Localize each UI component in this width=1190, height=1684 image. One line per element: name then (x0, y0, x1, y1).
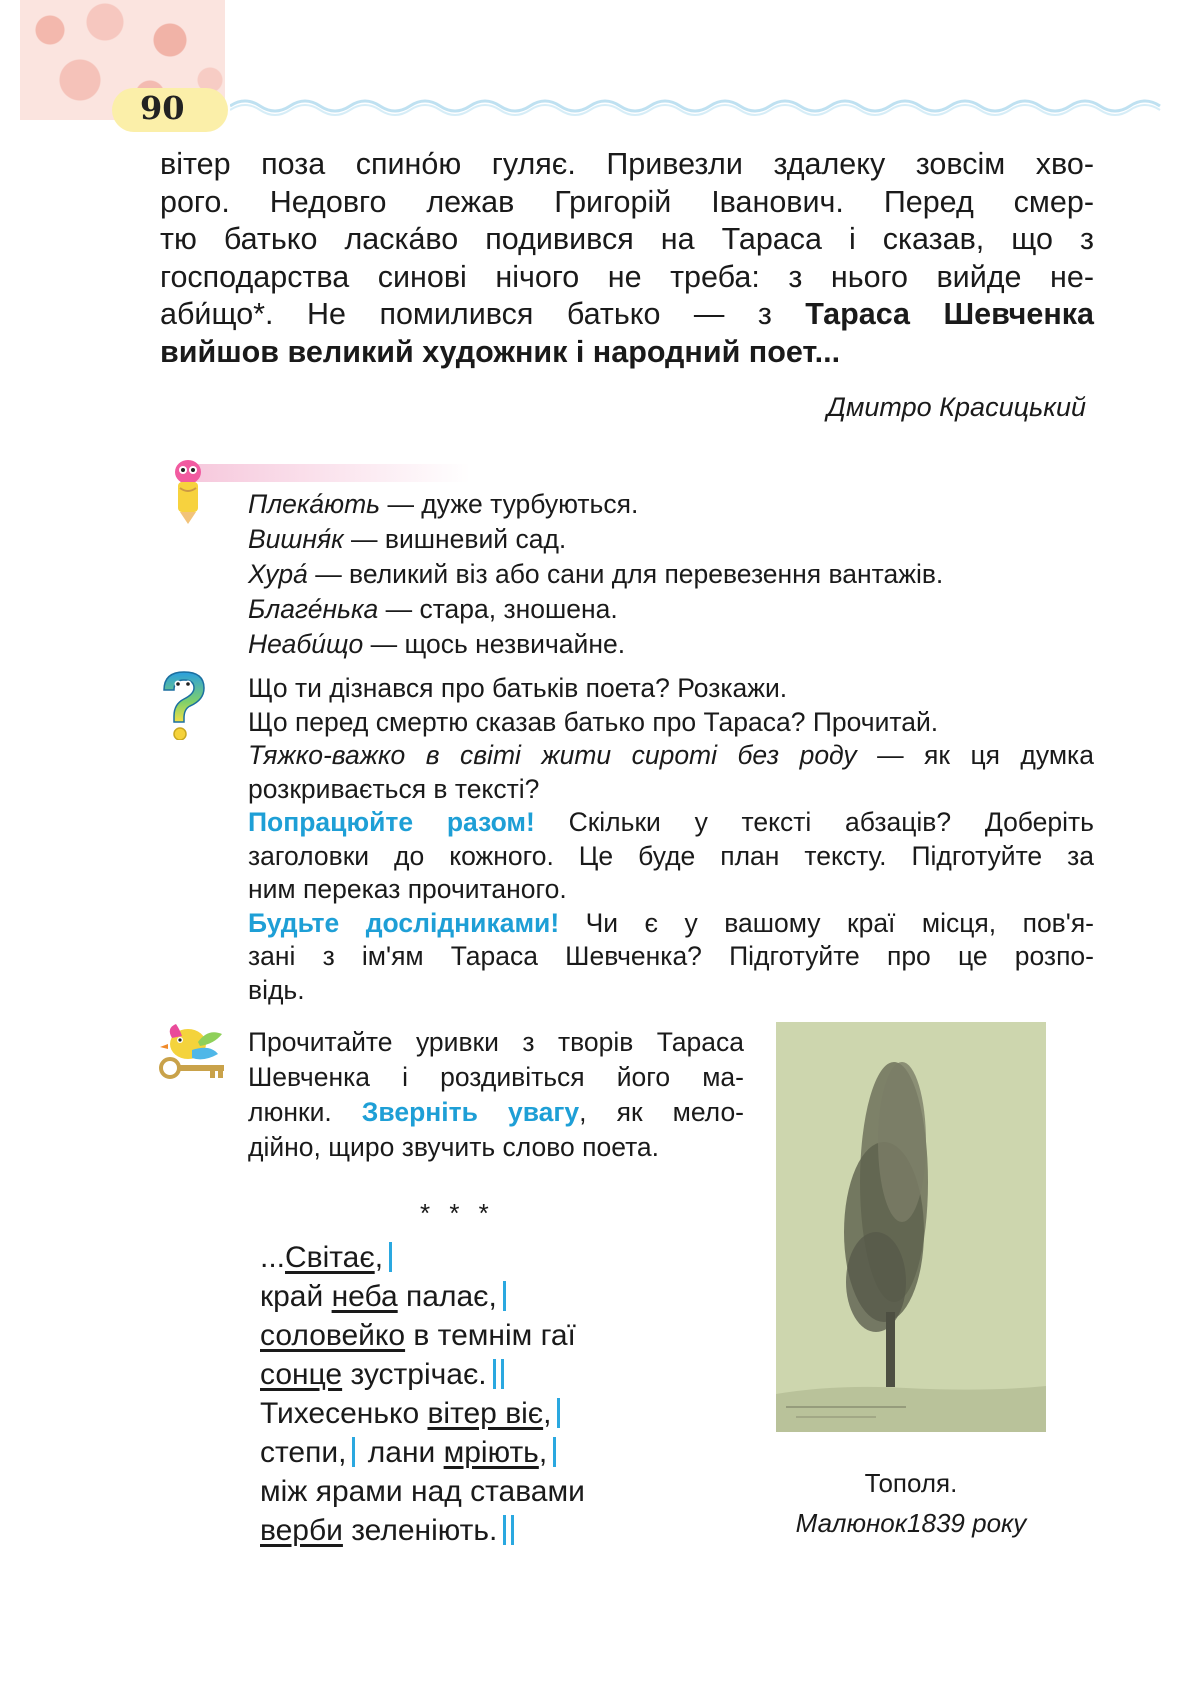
work-together-line (248, 806, 1094, 840)
reading-task-line: дійно, щиро звучить слово поета. (248, 1132, 660, 1162)
glossary-definition: — щось незвичайне. (363, 629, 626, 659)
pencil-character-icon (170, 458, 206, 526)
glossary-term: Плека́ють (248, 489, 381, 519)
poem-line (260, 1355, 585, 1394)
glossary-definition: — вишневий сад. (343, 524, 567, 554)
poem-stressed-word: Світає (285, 1241, 375, 1274)
story-line (160, 334, 1094, 372)
pause-mark (389, 1242, 392, 1272)
story-line (160, 296, 1094, 334)
story-line: рого. Недовго лежав Григорій Іванович. Перед смер- (160, 184, 1094, 219)
bird-with-key-icon (152, 1020, 232, 1080)
poem-text: край (260, 1280, 332, 1313)
question-3-cont: розкривається в тексті? (248, 773, 540, 804)
poem-stressed-word: соловейко (260, 1319, 406, 1352)
glossary-definition: — великий віз або сани для перевезення вантажів. (307, 559, 944, 589)
research-line: відь. (248, 974, 305, 1005)
poem-line (260, 1316, 585, 1355)
glossary-item (248, 627, 943, 662)
poem-text: в темнім гаї (405, 1319, 576, 1352)
questions-block (248, 672, 1094, 1007)
glossary-list (248, 487, 943, 662)
drawing-caption-title: Тополя. (864, 1468, 958, 1498)
pause-mark (503, 1281, 506, 1311)
pause-mark (352, 1437, 355, 1467)
glossary-item (248, 522, 943, 557)
glossary-term: Неаби́що (248, 629, 364, 659)
wave-ornament (230, 94, 1170, 118)
reading-task-line (248, 1095, 744, 1130)
reading-task-line: Прочитайте уривки з творів Тараса (248, 1027, 744, 1057)
question-2: Що перед смертю сказав батько про Тараса? Прочитай. (248, 706, 939, 737)
story-bold-text: Тараса Шевченка (805, 297, 1095, 331)
pause-mark (553, 1437, 556, 1467)
poem-text: , (538, 1436, 548, 1469)
work-together-line: заголовки до кожного. Це буде план тексту. Підготуйте за (248, 840, 1094, 871)
question-1: Що ти дізнався про батьків поета? Розкажи. (248, 673, 788, 703)
research-line (248, 907, 1094, 941)
story-line: тю батько ласка́во подивився на Тараса і сказав, що з (160, 222, 1094, 256)
story-line: вітер поза спино́ю гуляє. Привезли здалеку зовсім хво- (160, 147, 1094, 181)
question-3-text: — як ця думка (856, 740, 1094, 770)
glossary-term: Хура́ (248, 559, 308, 589)
pause-mark (493, 1359, 496, 1389)
poem (260, 1238, 585, 1550)
page-number: 90 (140, 89, 185, 127)
poem-line (260, 1511, 585, 1550)
poem-stressed-word: неба (331, 1280, 398, 1313)
poem-text: палає, (397, 1280, 497, 1313)
question-mark-icon (156, 668, 208, 740)
question-3 (248, 739, 1094, 773)
poem-line (260, 1433, 585, 1472)
poem-stressed-word: сонце (260, 1358, 343, 1391)
glossary-term: Вишня́к (248, 524, 344, 554)
glossary-item (248, 592, 943, 627)
glossary-definition: — стара, зношена. (378, 594, 618, 624)
reading-task (248, 1025, 744, 1165)
story-line: господарства синові нічого не треба: з нього вийде не- (160, 259, 1094, 294)
research-line: зані з ім'ям Тараса Шевченка? Підготуйте про це розпо- (248, 941, 1094, 971)
poplar-drawing (776, 1022, 1046, 1432)
poem-text: ... (260, 1241, 286, 1274)
poem-text: степи, (260, 1436, 347, 1469)
story-bold-text: вийшов великий художник і народний поет... (160, 334, 841, 369)
work-together-label: Попрацюйте разом! (248, 807, 535, 837)
poem-stressed-word: верби (260, 1514, 343, 1547)
pause-mark (511, 1515, 514, 1545)
research-label: Будьте дослідниками! (248, 907, 560, 938)
poem-text: зеленіють. (342, 1514, 498, 1547)
pause-mark (501, 1359, 504, 1389)
drawing-caption-subtitle: Малюнок1839 року (795, 1508, 1027, 1538)
poem-text: , (543, 1397, 552, 1430)
poem-text: зустрічає. (342, 1358, 487, 1391)
story-author: Дмитро Красицький (826, 392, 1086, 422)
reading-task-text: люнки. (248, 1097, 362, 1127)
poem-line: між ярами над ставами (260, 1475, 585, 1508)
work-together-line: ним переказ прочитаного. (248, 874, 567, 904)
work-together-text: Скільки у тексті абзаців? Доберіть (534, 807, 1094, 837)
story-line-text: аби́що*. Не помилився батько — з (160, 297, 806, 331)
glossary-header-bar (190, 464, 470, 482)
glossary-item (248, 487, 943, 522)
glossary-term: Благе́нька (248, 594, 379, 624)
question-3-quote: Тяжко-важко в світі жити сироті без роду (248, 740, 857, 770)
glossary-item (248, 557, 943, 592)
story-text (160, 146, 1094, 371)
poem-text: лани (359, 1436, 444, 1469)
glossary-definition: — дуже турбуються. (380, 489, 639, 519)
poem-text: Тихесенько (260, 1397, 428, 1430)
poem-stressed-word: вітер віє (427, 1397, 544, 1430)
poem-stars: * * * (420, 1198, 495, 1228)
poem-line (260, 1394, 585, 1433)
poem-stressed-word: мріють (443, 1436, 539, 1469)
research-text: Чи є у вашому краї місця, пов'я- (559, 907, 1094, 938)
reading-task-line: Шевченка і роздивіться його ма- (248, 1062, 744, 1092)
pause-mark (503, 1515, 506, 1545)
pay-attention-label: Зверніть увагу (361, 1097, 580, 1127)
poem-text: , (374, 1241, 384, 1274)
poem-line (260, 1238, 585, 1277)
pause-mark (557, 1398, 560, 1428)
poem-line (260, 1277, 585, 1316)
reading-task-text: , як мело- (579, 1097, 745, 1127)
